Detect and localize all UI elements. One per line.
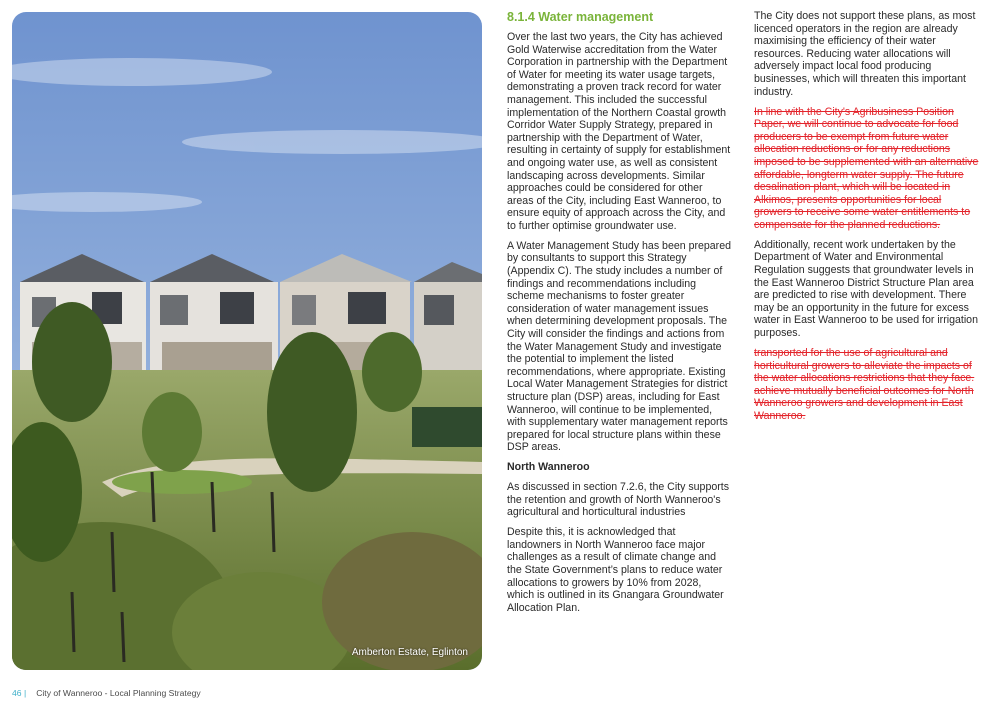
bin-enclosure xyxy=(412,407,482,447)
paragraph: Despite this, it is acknowledged that landowners in North Wanneroo face major challenges as a result of climate change and the State Government’s plans to reduce water allocations to growers by 10% from 2028, which is outlined in its Gnangara Groundwater Allocation Plan. xyxy=(507,526,724,614)
section-heading: 8.1.4 Water management xyxy=(507,10,654,24)
paragraph: Over the last two years, the City has achieved Gold Waterwise accreditation from the Water Corporation in partnership with the Department of Water for meeting its water usage targets, demonstrating a proven track record for water management. This included the successful implementation of the Northern Coastal growth Corridor Water Supply Strategy, prepared in partnership with the Department of Water, resulting in certainty of supply for establishment and ongoing water use, as well as consistent landscaping across developments. Similar approaches could be considered for other areas of the City, including East Wanneroo, to ensure equity of approach across the City, and to further optimise groundwater use. xyxy=(507,31,731,232)
estate-illustration xyxy=(12,12,482,670)
lawn xyxy=(112,470,252,494)
deleted-paragraph: In line with the City's Agribusiness Position Paper, we will continue to advocate for food producers to be exempt from future water allocation reductions or for any reductions imposed to be supplemented with an alternative affordable, longterm water supply. The future desalination plant, which will be located in Alkimos, presents opportunities for local growers to receive some water entitlements to compensate for the planned reductions. xyxy=(754,105,979,231)
middle-column xyxy=(507,10,731,622)
subheading: North Wanneroo xyxy=(507,461,590,474)
page-footer xyxy=(12,688,201,698)
deleted-paragraph: transported for the use of agricultural and horticultural growers to alleviate the impacts of the water allocations restrictions that they face. achieve mutually beneficial outcomes for North Wanneroo growers and development in East Wanneroo. xyxy=(754,347,975,422)
document-title: City of Wanneroo - Local Planning Strategy xyxy=(36,688,201,698)
right-column xyxy=(754,10,980,430)
paragraph: A Water Management Study has been prepared by consultants to support this Strategy (Appendix C). The study includes a number of findings and recommendations including scheme mechanisms to foster greater consideration of water management issues when determining development proposals. The City will consider the findings and actions from the Water Management Study and investigate the potential to implement the listed recommendations, where appropriate. Existing Local Water Management Strategies for district structure plan (DSP) areas, including for East Wanneroo, will continue to be implemented, with supplementary water management reports prepared for local structure plans within these DSP areas. xyxy=(507,239,731,454)
estate-photo xyxy=(12,12,482,670)
paragraph: Additionally, recent work undertaken by the Department of Water and Environmental Regulation suggests that groundwater levels in the East Wanneroo District Structure Plan area are predicted to rise with development. There may be an opportunity in the future for excess water in East Wanneroo to be used for irrigation purposes. xyxy=(754,238,978,340)
page-number: 46 | xyxy=(12,688,27,698)
paragraph: As discussed in section 7.2.6, the City supports the retention and growth of North Wanneroo's agricultural and horticultural industries xyxy=(507,480,729,519)
photo-caption: Amberton Estate, Eglinton xyxy=(351,647,468,658)
paragraph: The City does not support these plans, as most licenced operators in the region are already maximising the efficiency of their water resources. Reducing water allocations will adversely impact local food producing businesses, which will threaten this important industry. xyxy=(754,10,976,98)
